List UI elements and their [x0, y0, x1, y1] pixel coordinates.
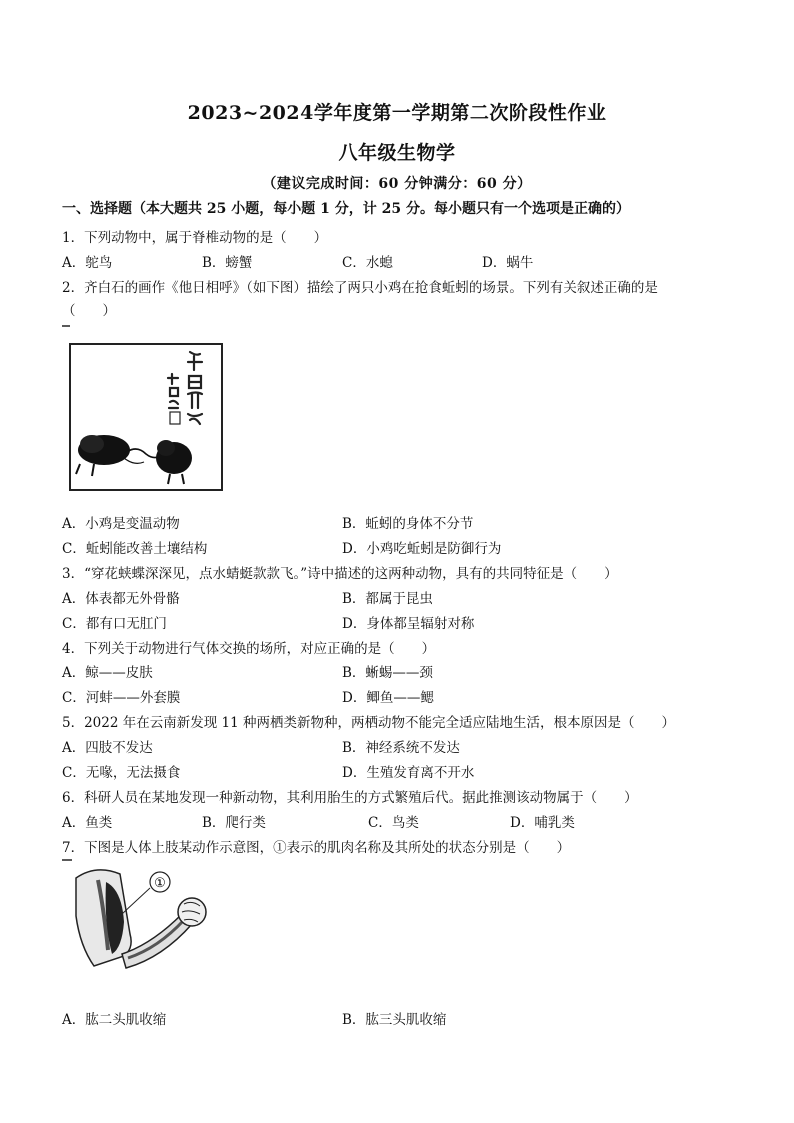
paper-title: 2023~2024学年度第一学期第二次阶段性作业 — [187, 102, 607, 124]
question-1-stem: 1．下列动物中，属于脊椎动物的是（ ） — [62, 230, 328, 246]
question-7-stem: 7．下图是人体上肢某动作示意图，①表示的肌肉名称及其所处的状态分别是（ ） — [62, 840, 571, 856]
question-3-option-b[interactable]: B．都属于昆虫 — [342, 591, 433, 607]
question-2-stem-cont: （ ） — [62, 303, 116, 319]
question-4-option-d[interactable]: D．鲫鱼——鳃 — [342, 690, 434, 706]
question-5-stem: 5．2022 年在云南新发现 11 种两栖类新物种，两栖动物不能完全适应陆地生活，根本原因是（ ） — [62, 715, 675, 731]
section-heading: 一、选择题（本大题共 25 小题，每小题 1 分，计 25 分。每小题只有一个选项是正确的） — [62, 201, 630, 217]
question-3-option-c[interactable]: C．都有口无肛门 — [62, 616, 167, 632]
question-4-option-b[interactable]: B．蜥蜴——颈 — [342, 665, 433, 681]
question-2-option-c[interactable]: C．蚯蚓能改善土壤结构 — [62, 541, 208, 557]
question-4-option-c[interactable]: C．河蚌——外套膜 — [62, 690, 181, 706]
question-4-stem: 4．下列关于动物进行气体交换的场所，对应正确的是（ ） — [62, 641, 436, 657]
question-2-option-d[interactable]: D．小鸡吃蚯蚓是防御行为 — [342, 541, 502, 557]
question-3-stem: 3．“穿花蛱蝶深深见，点水蜻蜓款款飞。”诗中描述的这两种动物，具有的共同特征是（ ） — [62, 566, 618, 582]
question-5-option-d[interactable]: D．生殖发育离不开水 — [342, 765, 475, 781]
question-3-option-d[interactable]: D．身体都呈辐射对称 — [342, 616, 475, 632]
question-1-option-d[interactable]: D．蜗牛 — [482, 255, 534, 271]
question-6-stem: 6．科研人员在某地发现一种新动物，其利用胎生的方式繁殖后代。据此推测该动物属于（ ） — [62, 790, 638, 806]
question-1-option-a[interactable]: A．鸵鸟 — [62, 255, 113, 271]
question-2-stem: 2．齐白石的画作《他日相呼》（如下图）描绘了两只小鸡在抢食蚯蚓的场景。下列有关叙述正确的是 — [62, 280, 658, 296]
painting-figure — [62, 322, 227, 494]
question-5-option-a[interactable]: A．四肢不发达 — [62, 740, 153, 756]
question-2-option-a[interactable]: A．小鸡是变温动物 — [62, 516, 180, 532]
question-6-option-b[interactable]: B．爬行类 — [202, 815, 266, 831]
arm-figure — [62, 858, 212, 992]
question-3-option-a[interactable]: A．体表都无外骨骼 — [62, 591, 180, 607]
question-2-option-b[interactable]: B．蚯蚓的身体不分节 — [342, 516, 474, 532]
painting-image — [62, 322, 227, 494]
question-6-option-d[interactable]: D．哺乳类 — [510, 815, 575, 831]
arm-image — [62, 858, 212, 992]
question-6-option-a[interactable]: A．鱼类 — [62, 815, 113, 831]
question-4-option-a[interactable]: A．鲸——皮肤 — [62, 665, 153, 681]
question-5-option-b[interactable]: B．神经系统不发达 — [342, 740, 460, 756]
time-note: （建议完成时间：60 分钟满分：60 分） — [262, 176, 532, 192]
paper-subtitle: 八年级生物学 — [338, 142, 456, 164]
question-7-option-a[interactable]: A．肱二头肌收缩 — [62, 1012, 167, 1028]
question-5-option-c[interactable]: C．无喙，无法摄食 — [62, 765, 181, 781]
question-6-option-c[interactable]: C．鸟类 — [368, 815, 419, 831]
muscle-label: ① — [154, 876, 166, 891]
question-7-option-b[interactable]: B．肱三头肌收缩 — [342, 1012, 447, 1028]
question-1-option-b[interactable]: B．螃蟹 — [202, 255, 253, 271]
question-1-option-c[interactable]: C．水螅 — [342, 255, 393, 271]
